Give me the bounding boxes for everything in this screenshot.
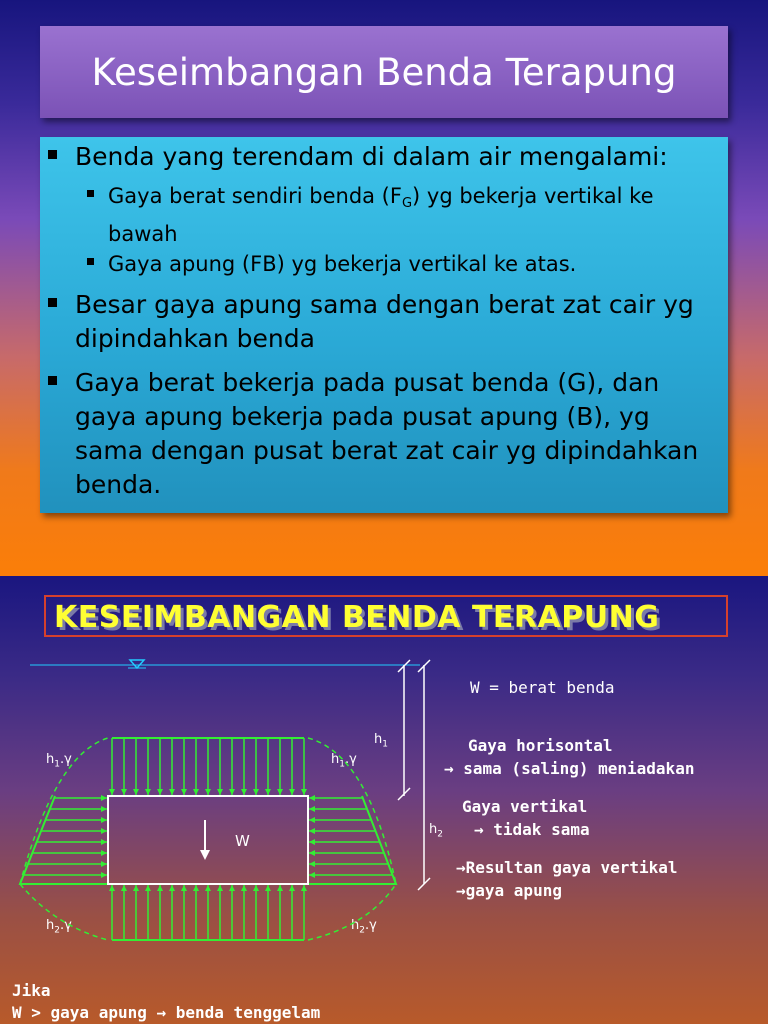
pressure-arrow-icon: [265, 738, 271, 795]
bullet-square-icon: [87, 190, 94, 197]
pressure-arrow-icon: [41, 828, 107, 834]
pressure-envelope-right-top: [308, 738, 396, 884]
pressure-arrow-icon: [309, 861, 388, 867]
pressure-arrow-icon: [145, 738, 151, 795]
buoyancy-diagram: [0, 576, 768, 1024]
pressure-arrow-icon: [309, 839, 380, 845]
pressure-arrow-icon: [309, 817, 371, 823]
floating-body: [108, 796, 308, 884]
top-pressure-arrows: [109, 738, 307, 795]
bullet-square-icon: [87, 258, 94, 265]
pressure-arrow-icon: [181, 738, 187, 795]
pressure-arrow-icon: [32, 850, 107, 856]
pressure-arrow-icon: [289, 738, 295, 795]
pressure-arrow-icon: [217, 738, 223, 795]
slide-1-content: [40, 137, 728, 513]
bullet-square-icon: [48, 298, 57, 307]
pressure-arrow-icon: [301, 738, 307, 795]
bullet-3: Gaya berat bekerja pada pusat benda (G), dan gaya apung bekerja pada pusat apung (B), yg sama dengan pusat berat zat cair yg dipindahkan benda.: [75, 366, 698, 502]
pressure-arrow-icon: [169, 885, 175, 940]
pressure-arrow-icon: [109, 885, 115, 940]
pressure-arrow-icon: [169, 738, 175, 795]
pressure-arrow-icon: [253, 738, 259, 795]
h1-gamma-left-label: $h_1.\gamma$: [46, 752, 72, 770]
pressure-arrow-icon: [23, 872, 107, 878]
pressure-arrow-icon: [28, 861, 107, 867]
h2-gamma-left-label: $h_2.\gamma$: [46, 918, 72, 936]
pressure-arrow-icon: [145, 885, 151, 940]
bullet-square-icon: [48, 376, 57, 385]
pressure-arrow-icon: [205, 885, 211, 940]
resultant-line-1: →Resultan gaya vertikal: [456, 858, 678, 877]
pressure-envelope-left-bottom: [20, 884, 108, 940]
condition-heading: Jika: [12, 981, 51, 1000]
pressure-arrow-icon: [309, 806, 367, 812]
pressure-arrow-icon: [217, 885, 223, 940]
pressure-arrow-icon: [181, 885, 187, 940]
h2-dimension-line: [418, 660, 430, 890]
h1-dimension-line: [398, 660, 410, 800]
h2-gamma-right-label: $h_2.\gamma$: [351, 918, 377, 936]
pressure-arrow-icon: [109, 738, 115, 795]
w-definition: W = berat benda: [470, 678, 615, 697]
pressure-arrow-icon: [133, 885, 139, 940]
pressure-arrow-icon: [309, 828, 376, 834]
pressure-arrow-icon: [241, 738, 247, 795]
pressure-arrow-icon: [205, 738, 211, 795]
horizontal-force-title: Gaya horisontal: [468, 736, 613, 755]
h1-label: $h_1$: [374, 732, 388, 750]
pressure-arrow-icon: [133, 738, 139, 795]
bullet-1a: Gaya berat sendiri benda $(F_G)$ yg bekerja vertikal ke bawah: [108, 181, 654, 250]
horizontal-force-desc: → sama (saling) meniadakan: [444, 759, 695, 778]
pressure-arrow-icon: [50, 806, 107, 812]
pressure-arrow-icon: [289, 885, 295, 940]
vertical-force-title: Gaya vertikal: [462, 797, 588, 816]
pressure-arrow-icon: [229, 885, 235, 940]
slide-1-title-box: [40, 26, 728, 118]
pressure-arrow-icon: [229, 738, 235, 795]
pressure-arrow-icon: [309, 872, 392, 878]
weight-label: W: [235, 832, 250, 850]
slide-1-title: Keseimbangan Benda Terapung: [91, 50, 677, 94]
pressure-arrow-icon: [309, 795, 363, 801]
pressure-arrow-icon: [253, 885, 259, 940]
pressure-arrow-icon: [277, 738, 283, 795]
pressure-arrow-icon: [193, 738, 199, 795]
pressure-arrow-icon: [37, 839, 107, 845]
slide-2-title: KESEIMBANGAN BENDA TERAPUNG: [54, 600, 660, 635]
resultant-line-2: →gaya apung: [456, 881, 562, 900]
weight-arrow-icon: [200, 820, 210, 860]
bullet-1b: Gaya apung (FB) yg bekerja vertikal ke atas.: [108, 249, 576, 280]
bullet-square-icon: [48, 150, 57, 159]
vertical-force-desc: → tidak sama: [474, 820, 590, 839]
pressure-arrow-icon: [277, 885, 283, 940]
pressure-arrow-icon: [54, 795, 107, 801]
pressure-arrow-icon: [309, 850, 384, 856]
bullet-2: Besar gaya apung sama dengan berat zat cair yg dipindahkan benda: [75, 288, 694, 356]
right-pressure-arrows: [309, 795, 396, 884]
bottom-pressure-arrows: [109, 885, 307, 940]
h1-gamma-right-label: $h_1.\gamma$: [331, 752, 357, 770]
pressure-arrow-icon: [157, 738, 163, 795]
h2-label: $h_2$: [429, 822, 443, 840]
pressure-arrow-icon: [121, 885, 127, 940]
pressure-arrow-icon: [121, 738, 127, 795]
pressure-arrow-icon: [45, 817, 107, 823]
condition-1: W > gaya apung → benda tenggelam: [12, 1003, 321, 1022]
pressure-arrow-icon: [265, 885, 271, 940]
water-level-icon: [128, 660, 146, 668]
pressure-arrow-icon: [301, 885, 307, 940]
pressure-envelope-right-bottom: [308, 884, 396, 940]
pressure-arrow-icon: [241, 885, 247, 940]
bullet-1: Benda yang terendam di dalam air mengalami:: [75, 140, 668, 174]
pressure-envelope-left-top: [20, 738, 108, 884]
pressure-arrow-icon: [193, 885, 199, 940]
pressure-arrow-icon: [157, 885, 163, 940]
